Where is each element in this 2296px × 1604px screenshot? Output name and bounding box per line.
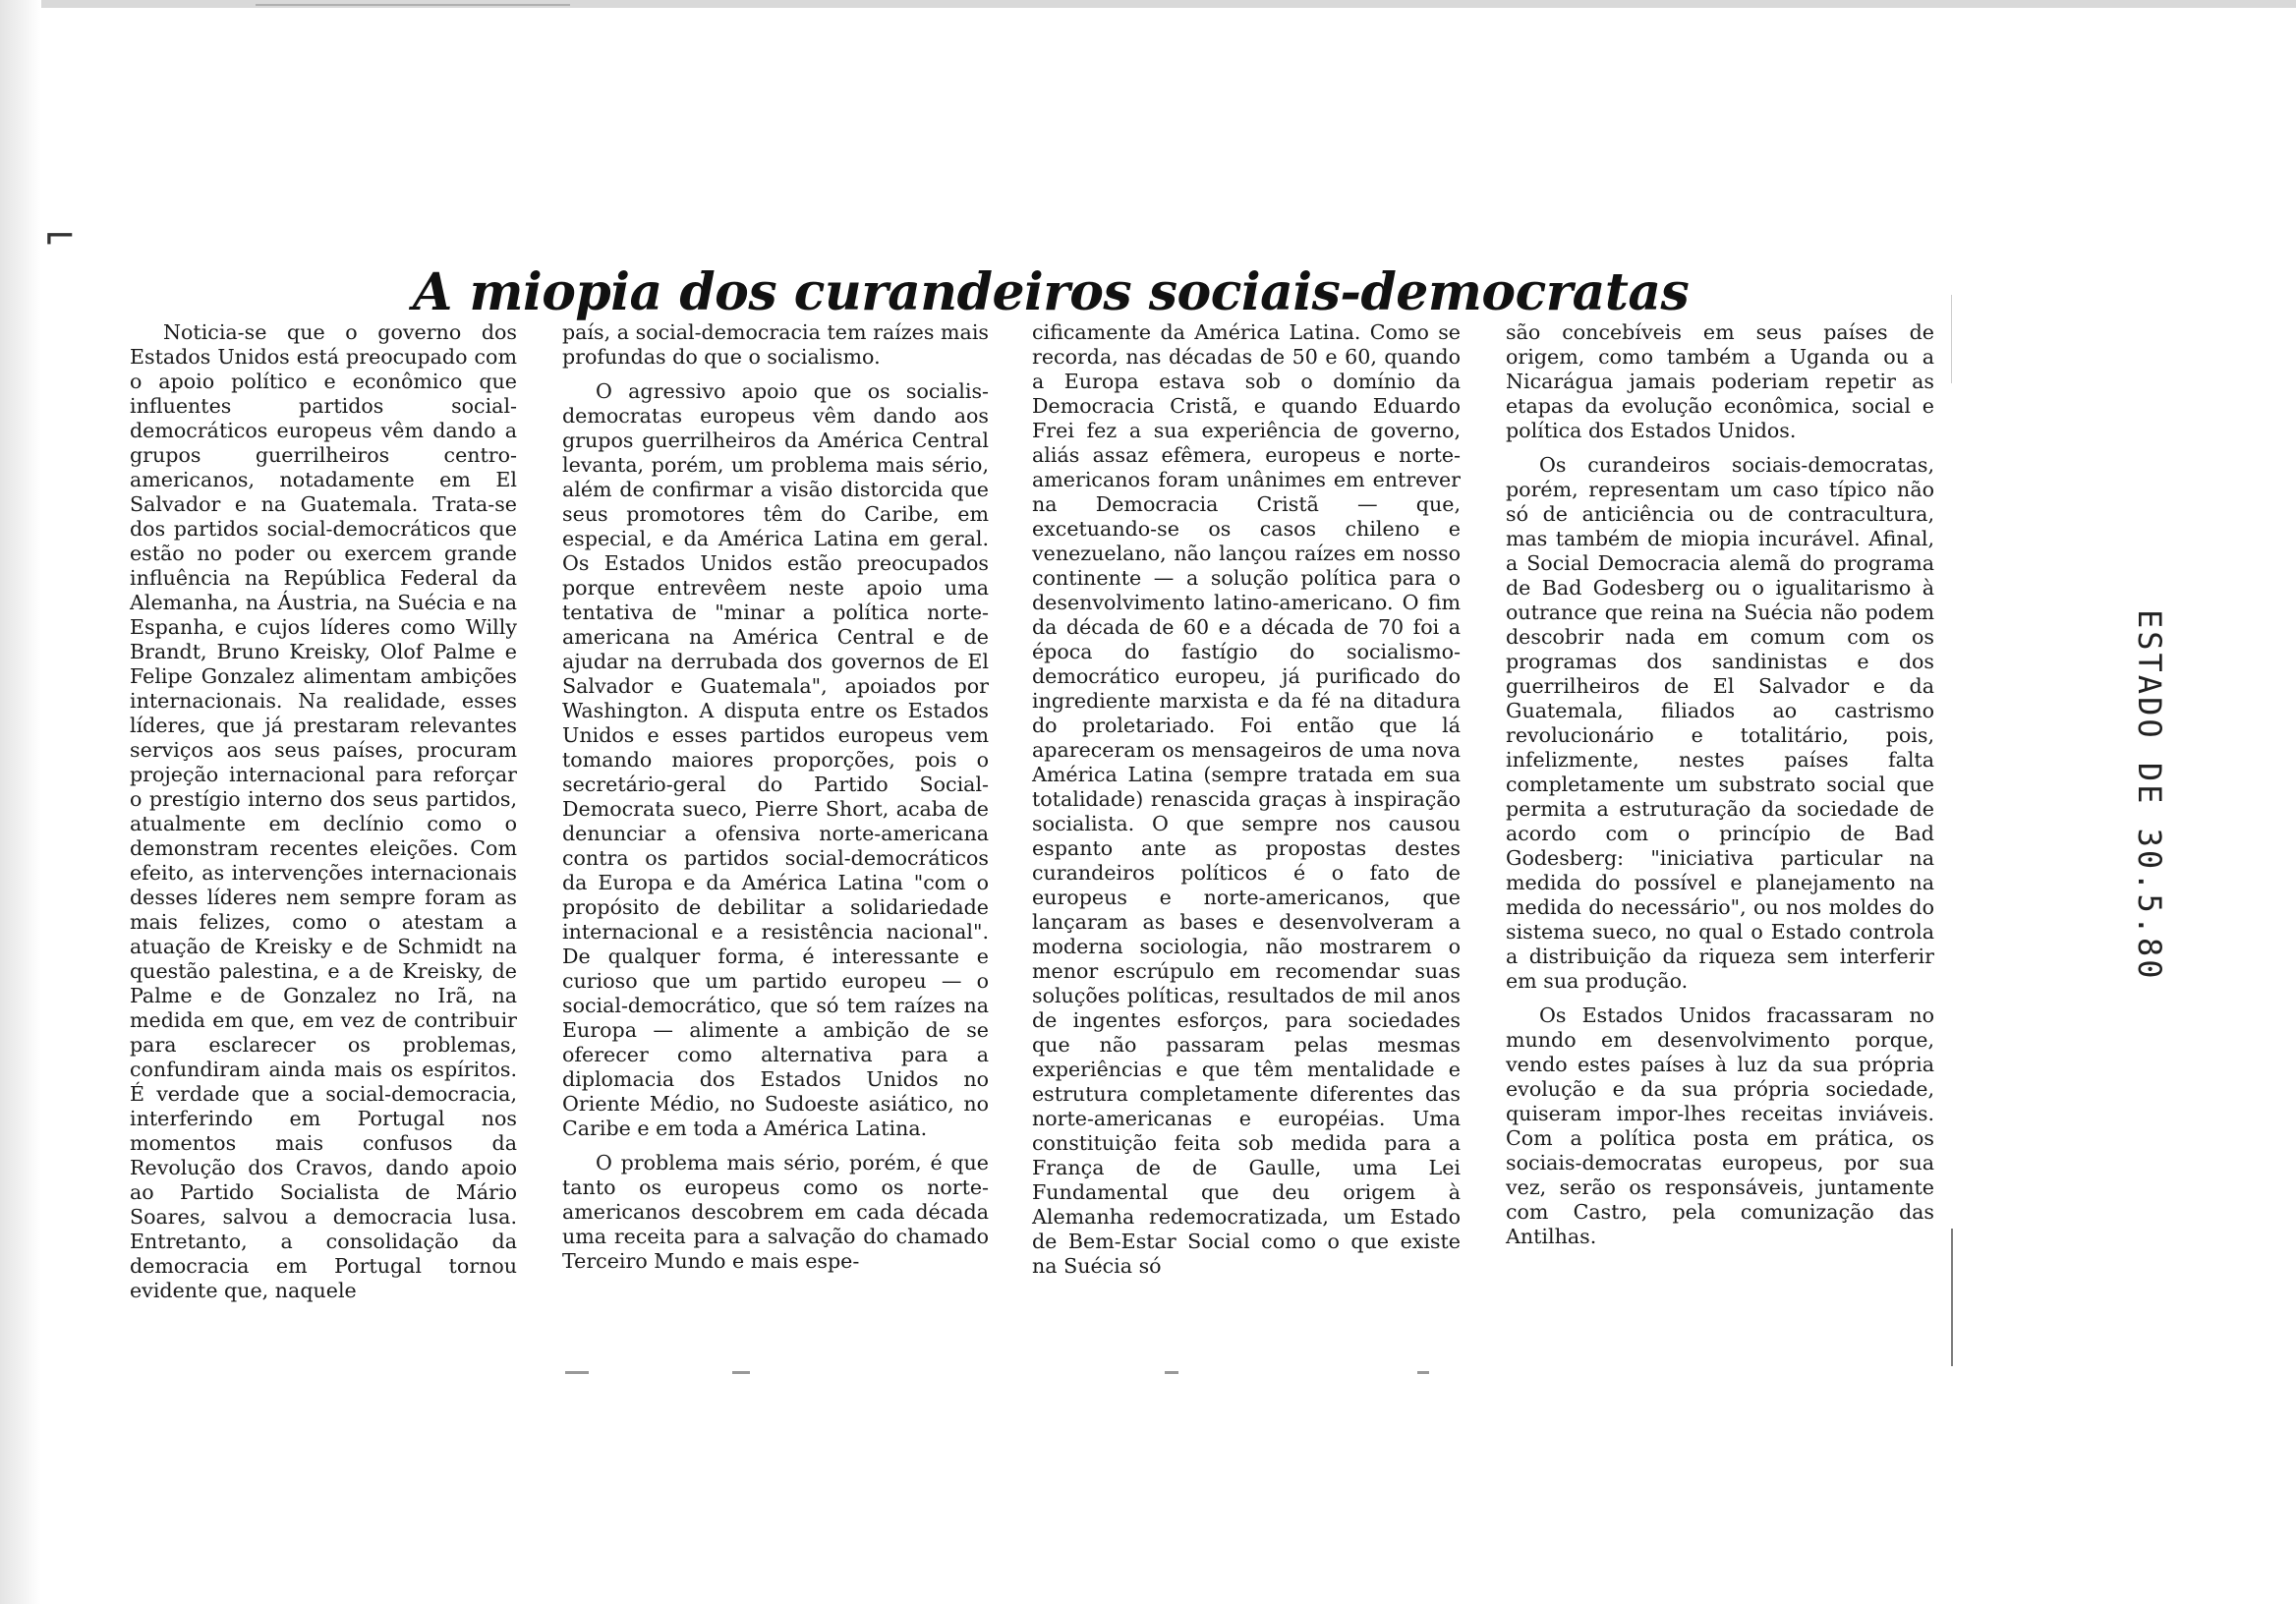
column-rule (1951, 295, 1952, 383)
column-3-paragraph-1: cificamente da América Latina. Como se recorda, nas décadas de 50 e 60, quando a Europa estava sob o domínio da Democracia Cristã, e quando Eduardo Frei fez a sua experiência de governo, aliás assaz efêmera, europeus e norte-americanos foram unânimes em entrever na Democracia Cristã — que, excetuando-se os casos chileno e venezuelano, não lançou raízes em nosso continente — a solução política para o desenvolvimento latino-americano. O fim da década de 60 e a década de 70 foi a época do fastígio do socialismo-democrático europeu, já purificado do ingrediente marxista e da fé na ditadura do proletariado. Foi então que lá apareceram os mensageiros de uma nova América Latina (sempre tratada em sua totalidade) renascida graças à inspiração socialista. O que sempre nos causou espanto ante as propostas destes curandeiros políticos é o fato de europeus e norte-americanos, que lançaram as bases e desenvolveram a moderna sociologia, não mostrarem o menor escrúpulo em recomendar suas soluções políticas, resultados de mil anos de ingentes esforços, para sociedades que não passaram pelas mesmas experiências e que têm mentalidade e estrutura completamente diferentes das norte-americanas e européias. Uma constituição feita sob medida para a França de de Gaulle, uma Lei Fundamental que deu origem à Alemanha redemocratizada, um Estado de Bem-Estar Social como o que existe na Suécia só (1032, 320, 1461, 1278)
article-column-4 (1506, 320, 1934, 1259)
column-4-paragraph-2: Os curandeiros sociais-democratas, porém, representam um caso típico não só de anticiência ou de contracultura, mas também de miopia incurável. Afinal, a Social Democracia alemã do programa de Bad Godesberg ou o igualitarismo à outrance que reina na Suécia não podem descobrir nada em comum com os programas dos sandinistas e dos guerrilheiros de El Salvador e da Guatemala, filiados ao castrismo revolucionário e totalitário, pois, infelizmente, nestes países falta completamente um substrato social que permita a estruturação da sociedade de acordo com o princípio de Bad Godesberg: "iniciativa particular na medida do possível e planejamento na medida do necessário", ou nos moldes do sistema sueco, no qual o Estado controla a distribuição da riqueza sem interferir em sua produção. (1506, 453, 1934, 993)
scan-mark (256, 4, 570, 6)
print-mark (565, 1371, 589, 1374)
dateline-stamp: ESTADO DE 30.5.80 (2131, 609, 2168, 982)
column-1-paragraph-1: Noticia-se que o governo dos Estados Unidos está preocupado com o apoio político e econômico que influentes partidos social-democráticos europeus vêm dando a grupos guerrilheiros centro-americanos, notadamente em El Salvador e na Guatemala. Trata-se dos partidos social-democráticos que estão no poder ou exercem grande influência na República Federal da Alemanha, na Áustria, na Suécia e na Espanha, e cujos líderes como Willy Brandt, Bruno Kreisky, Olof Palme e Felipe Gonzalez alimentam ambições internacionais. Na realidade, esses líderes, que já prestaram relevantes serviços aos seus países, procuram projeção internacional para reforçar o prestígio interno dos seus partidos, atualmente em declínio como o demonstram recentes eleições. Com efeito, as intervenções internacionais desses líderes nem sempre foram as mais felizes, como o atestam a atuação de Kreisky e de Schmidt na questão palestina, e a de Kreisky, de Palme e de Gonzalez no Irã, na medida em que, em vez de contribuir para esclarecer os problemas, confundiram ainda mais os espíritos. É verdade que a social-democracia, interferindo em Portugal nos momentos mais confusos da Revolução dos Cravos, dando apoio ao Partido Socialista de Mário Soares, salvou a democracia lusa. Entretanto, a consolidação da democracia em Portugal tornou evidente que, naquele (130, 320, 517, 1302)
article-headline: A miopia dos curandeiros sociais-democratas (413, 261, 1690, 322)
scan-border-left (0, 0, 41, 1604)
print-mark (1165, 1371, 1178, 1374)
column-4-paragraph-3: Os Estados Unidos fracassaram no mundo em desenvolvimento porque, vendo estes países à luz da sua própria evolução e da sua própria sociedade, quiseram impor-lhes receitas inviáveis. Com a política posta em prática, os sociais-democratas europeus, por sua vez, serão os responsáveis, juntamente com Castro, pela comunização das Antilhas. (1506, 1003, 1934, 1248)
fold-line (1951, 1229, 1953, 1366)
print-mark (732, 1371, 750, 1374)
corner-pen-mark: ⌐ (43, 214, 77, 259)
article-column-1 (130, 320, 517, 1313)
column-2-paragraph-1: país, a social-democracia tem raízes mais profundas do que o socialismo. (562, 320, 989, 369)
article-column-2 (562, 320, 989, 1284)
column-2-paragraph-3: O problema mais sério, porém, é que tanto os europeus como os norte-americanos descobrem em cada década uma receita para a salvação do chamado Terceiro Mundo e mais espe- (562, 1151, 989, 1273)
column-2-paragraph-2: O agressivo apoio que os socialis-democratas europeus vêm dando aos grupos guerrilheiros da América Central levanta, porém, um problema mais sério, além de confirmar a visão distorcida que seus promotores têm do Caribe, em especial, e da América Latina em geral. Os Estados Unidos estão preocupados porque entrevêem neste apoio uma tentativa de "minar a política norte-americana na América Central e de ajudar na derrubada dos governos de El Salvador e Guatemala", apoiados por Washington. A disputa entre os Estados Unidos e esses partidos europeus vem tomando maiores proporções, pois o secretário-geral do Partido Social-Democrata sueco, Pierre Short, acaba de denunciar a ofensiva norte-americana contra os partidos social-democráticos da Europa e da América Latina "com o propósito de debilitar a solidariedade internacional e a resistência nacional". De qualquer forma, é interessante e curioso que um partido europeu — o social-democrático, que só tem raízes na Europa — alimente a ambição de se oferecer como alternativa para a diplomacia dos Estados Unidos no Oriente Médio, no Sudoeste asiático, no Caribe e em toda a América Latina. (562, 379, 989, 1140)
column-4-paragraph-1: são concebíveis em seus países de origem, como também a Uganda ou a Nicarágua jamais poderiam repetir as etapas da evolução econômica, social e política dos Estados Unidos. (1506, 320, 1934, 442)
print-mark (1417, 1371, 1429, 1374)
article-column-3 (1032, 320, 1461, 1289)
